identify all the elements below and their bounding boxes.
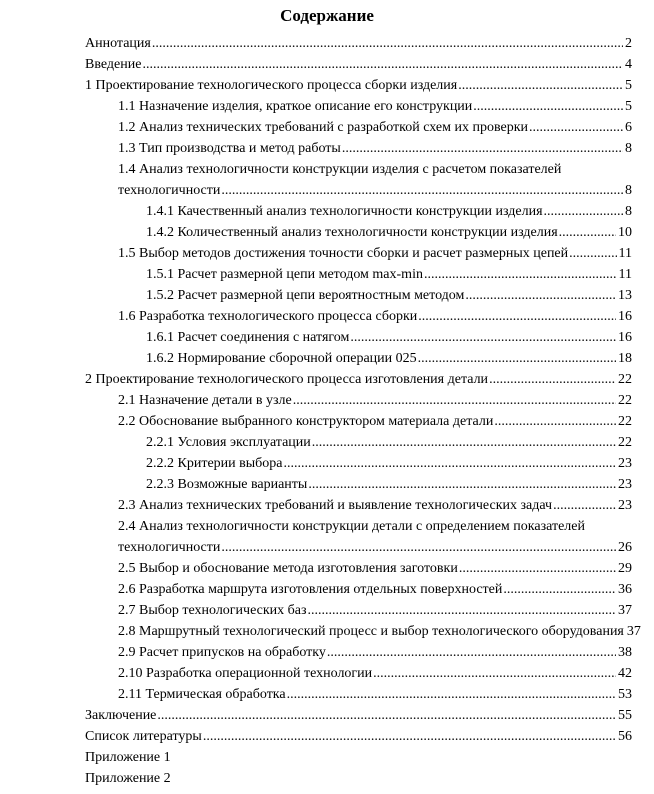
toc-list <box>85 33 641 789</box>
toc-entry-text: Приложение 2 <box>85 771 171 786</box>
toc-entry <box>85 264 632 285</box>
dot-leader <box>503 579 616 600</box>
dot-leader <box>489 369 616 390</box>
toc-entry-text: 1.1 Назначение изделия, краткое описание его конструкции <box>118 99 473 114</box>
toc-entry <box>85 726 632 747</box>
dot-leader <box>221 180 623 201</box>
toc-entry-text: 2.2.3 Возможные варианты <box>146 477 308 492</box>
page-number: 56 <box>618 729 632 744</box>
toc-entry-text: 1.5 Выбор методов достижения точности сборки и расчет размерных цепей <box>118 246 569 261</box>
toc-entry-text: 2.3 Анализ технических требований и выявление технологических задач <box>118 498 553 513</box>
dot-leader <box>308 600 616 621</box>
dot-leader <box>418 306 616 327</box>
page-number: 4 <box>625 57 632 72</box>
page-number: 23 <box>618 456 632 471</box>
toc-entry <box>85 117 632 138</box>
page-number: 22 <box>618 372 632 387</box>
toc-entry-text: 2.2.1 Условия эксплуатации <box>146 435 311 450</box>
dot-leader <box>465 285 616 306</box>
toc-entry <box>85 33 632 54</box>
toc-entry-text: 1.5.1 Расчет размерной цепи методом max-min <box>146 267 423 282</box>
toc-entry <box>85 348 632 369</box>
toc-entry-text: 2.10 Разработка операционной технологии <box>118 666 373 681</box>
page-number: 37 <box>618 603 632 618</box>
dot-leader <box>544 201 623 222</box>
dot-leader <box>494 411 616 432</box>
toc-entry <box>85 747 632 768</box>
dot-leader <box>529 117 623 138</box>
toc-entry <box>85 75 632 96</box>
dot-leader <box>312 432 616 453</box>
page-number: 5 <box>625 99 632 114</box>
toc-entry-text: 2.7 Выбор технологических баз <box>118 603 307 618</box>
toc-entry <box>85 96 632 117</box>
toc-entry <box>85 663 632 684</box>
toc-entry-text: 2.2 Обоснование выбранного конструктором материала детали <box>118 414 494 429</box>
toc-entry <box>85 768 632 789</box>
toc-entry-text: 1.5.2 Расчет размерной цепи вероятностным методом <box>146 288 465 303</box>
page-number: 36 <box>618 582 632 597</box>
page-number: 16 <box>618 309 632 324</box>
toc-entry-text: 2.8 Маршрутный технологический процесс и выбор технологического оборудования <box>118 624 624 639</box>
toc-entry-text: 1.3 Тип производства и метод работы <box>118 141 341 156</box>
toc-entry-text: 1.6 Разработка технологического процесса сборки <box>118 309 418 324</box>
page-number: 53 <box>618 687 632 702</box>
toc-entry-text: 2.9 Расчет припусков на обработку <box>118 645 326 660</box>
toc-entry <box>85 180 632 201</box>
toc-entry <box>85 600 632 621</box>
dot-leader <box>142 54 623 75</box>
dot-leader <box>308 474 616 495</box>
toc-entry-text: 2 Проектирование технологического процесса изготовления детали <box>85 372 489 387</box>
dot-leader <box>459 558 616 579</box>
toc-entry-text: 1.4.1 Качественный анализ технологичности конструкции изделия <box>146 204 543 219</box>
toc-entry <box>85 537 632 558</box>
dot-leader <box>559 222 616 243</box>
toc-entry-text: 2.5 Выбор и обоснование метода изготовления заготовки <box>118 561 458 576</box>
page-title: Содержание <box>280 6 374 25</box>
dot-leader <box>418 348 616 369</box>
toc-entry <box>85 705 632 726</box>
page-number: 23 <box>618 477 632 492</box>
toc-entry-text: Заключение <box>85 708 157 723</box>
toc-entry-text: 2.4 Анализ технологичности конструкции детали с определением показателей <box>118 519 585 534</box>
page-number: 37 <box>626 624 641 639</box>
dot-leader <box>284 453 617 474</box>
page-number: 5 <box>625 78 632 93</box>
page-number: 55 <box>618 708 632 723</box>
toc-entry <box>85 642 632 663</box>
dot-leader <box>152 33 623 54</box>
page-number: 13 <box>618 288 632 303</box>
toc-entry <box>85 474 632 495</box>
toc-entry-text: технологичности <box>118 183 221 198</box>
toc-entry-text: 1.6.2 Нормирование сборочной операции 025 <box>146 351 417 366</box>
toc-entry <box>85 369 632 390</box>
page-number: 26 <box>618 540 632 555</box>
toc-entry <box>85 621 641 642</box>
dot-leader <box>157 705 616 726</box>
toc-entry <box>85 159 632 180</box>
page-number: 10 <box>618 225 632 240</box>
page-number: 8 <box>625 141 632 156</box>
dot-leader <box>424 264 617 285</box>
dot-leader <box>221 537 616 558</box>
toc-entry <box>85 453 632 474</box>
page-number: 18 <box>618 351 632 366</box>
toc-entry <box>85 285 632 306</box>
page-number: 42 <box>618 666 632 681</box>
toc-entry <box>85 327 632 348</box>
toc-entry-text: 2.11 Термическая обработка <box>118 687 286 702</box>
toc-entry <box>85 558 632 579</box>
page-number: 29 <box>618 561 632 576</box>
toc-entry-text: 1 Проектирование технологического процесса сборки изделия <box>85 78 458 93</box>
dot-leader <box>458 75 623 96</box>
page-number: 22 <box>618 435 632 450</box>
page-number: 38 <box>618 645 632 660</box>
dot-leader <box>350 327 616 348</box>
toc-entry <box>85 138 632 159</box>
toc-entry <box>85 243 632 264</box>
toc-entry <box>85 306 632 327</box>
toc-entry-text: 1.4 Анализ технологичности конструкции изделия с расчетом показателей <box>118 162 562 177</box>
toc-entry-text: Введение <box>85 57 142 72</box>
toc-entry-text: 1.6.1 Расчет соединения с натягом <box>146 330 350 345</box>
toc-entry <box>85 495 632 516</box>
toc-entry <box>85 432 632 453</box>
page-number: 16 <box>618 330 632 345</box>
dot-leader <box>287 684 616 705</box>
toc-entry <box>85 201 632 222</box>
toc-entry-text: Список литературы <box>85 729 202 744</box>
page-number: 22 <box>618 414 632 429</box>
toc-entry-text: 2.2.2 Критерии выбора <box>146 456 283 471</box>
page-number: 23 <box>618 498 632 513</box>
toc-entry <box>85 516 632 537</box>
toc-entry <box>85 222 632 243</box>
page-number: 11 <box>618 246 632 261</box>
toc-entry-text: 2.6 Разработка маршрута изготовления отдельных поверхностей <box>118 582 503 597</box>
page-number: 8 <box>625 204 632 219</box>
page-number: 22 <box>618 393 632 408</box>
toc-entry <box>85 390 632 411</box>
toc-entry-text: 1.2 Анализ технических требований с разработкой схем их проверки <box>118 120 529 135</box>
toc-entry-text: 2.1 Назначение детали в узле <box>118 393 292 408</box>
toc-entry-text: технологичности <box>118 540 221 555</box>
toc-entry-text: Приложение 1 <box>85 750 171 765</box>
page-number: 8 <box>625 183 632 198</box>
toc-entry <box>85 54 632 75</box>
dot-leader <box>569 243 616 264</box>
toc-entry <box>85 411 632 432</box>
toc-entry-text: Аннотация <box>85 36 151 51</box>
page-number: 11 <box>618 267 632 282</box>
toc-entry-text: 1.4.2 Количественный анализ технологичности конструкции изделия <box>146 225 558 240</box>
dot-leader <box>342 138 623 159</box>
dot-leader <box>373 663 616 684</box>
dot-leader <box>473 96 623 117</box>
dot-leader <box>203 726 616 747</box>
dot-leader <box>327 642 616 663</box>
page-number: 6 <box>625 120 632 135</box>
toc-entry <box>85 579 632 600</box>
page-number: 2 <box>625 36 632 51</box>
dot-leader <box>293 390 616 411</box>
dot-leader <box>553 495 616 516</box>
toc-entry <box>85 684 632 705</box>
